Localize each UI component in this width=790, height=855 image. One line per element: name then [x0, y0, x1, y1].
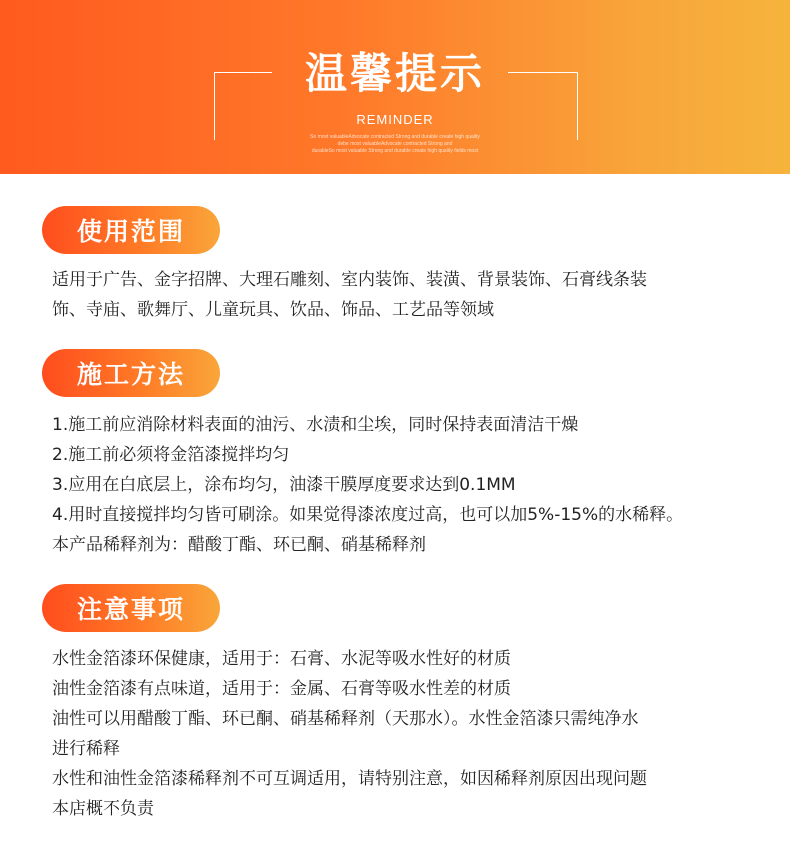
section-label-usage: 使用范围 [42, 206, 220, 254]
body-line: 1.施工前应消除材料表面的油污、水渍和尘埃，同时保持表面清洁干燥 [52, 415, 579, 435]
body-line: 进行稀释 [52, 739, 120, 759]
header-banner [0, 0, 790, 174]
small-text-line: debe most valuableAdvocate contracted Strong and [337, 141, 453, 147]
page-title: 温馨提示 [304, 49, 485, 98]
body-line: 本店概不负责 [52, 799, 154, 819]
body-line: 饰、寺庙、歌舞厅、儿童玩具、饮品、饰品、工艺品等领域 [52, 300, 494, 320]
body-line: 油性金箔漆有点味道，适用于：金属、石膏等吸水性差的材质 [52, 679, 511, 699]
small-text-line: So most valuableAdvocate contracted Strong and durable create high quality [310, 134, 480, 140]
section-label-notes: 注意事项 [42, 584, 220, 632]
body-line: 2.施工前必须将金箔漆搅拌均匀 [52, 445, 290, 465]
section-body-notes [52, 644, 782, 824]
section-label-method: 施工方法 [42, 349, 220, 397]
small-text-line: durableSo most valuable Strong and durable create high quality fields most [311, 148, 479, 154]
body-line: 3.应用在白底层上，涂布均匀，油漆干膜厚度要求达到0.1MM [52, 475, 516, 495]
body-line: 4.用时直接搅拌均匀皆可刷涂。如果觉得漆浓度过高，也可以加5%-15%的水稀释。 [52, 505, 684, 525]
decorative-small-text [260, 134, 530, 155]
body-line: 水性金箔漆环保健康，适用于：石膏、水泥等吸水性好的材质 [52, 649, 511, 669]
body-line: 适用于广告、金字招牌、大理石雕刻、室内装饰、装潢、背景装饰、石膏线条装 [52, 270, 647, 290]
section-body-usage [52, 265, 782, 325]
body-line: 水性和油性金箔漆稀释剂不可互调适用，请特别注意，如因稀释剂原因出现问题 [52, 769, 647, 789]
section-body-method [52, 410, 782, 560]
body-line: 油性可以用醋酸丁酯、环已酮、硝基稀释剂（天那水）。水性金箔漆只需纯净水 [52, 709, 639, 729]
body-line: 本产品稀释剂为：醋酸丁酯、环已酮、硝基稀释剂 [52, 535, 426, 555]
page-subtitle: REMINDER [356, 112, 434, 127]
